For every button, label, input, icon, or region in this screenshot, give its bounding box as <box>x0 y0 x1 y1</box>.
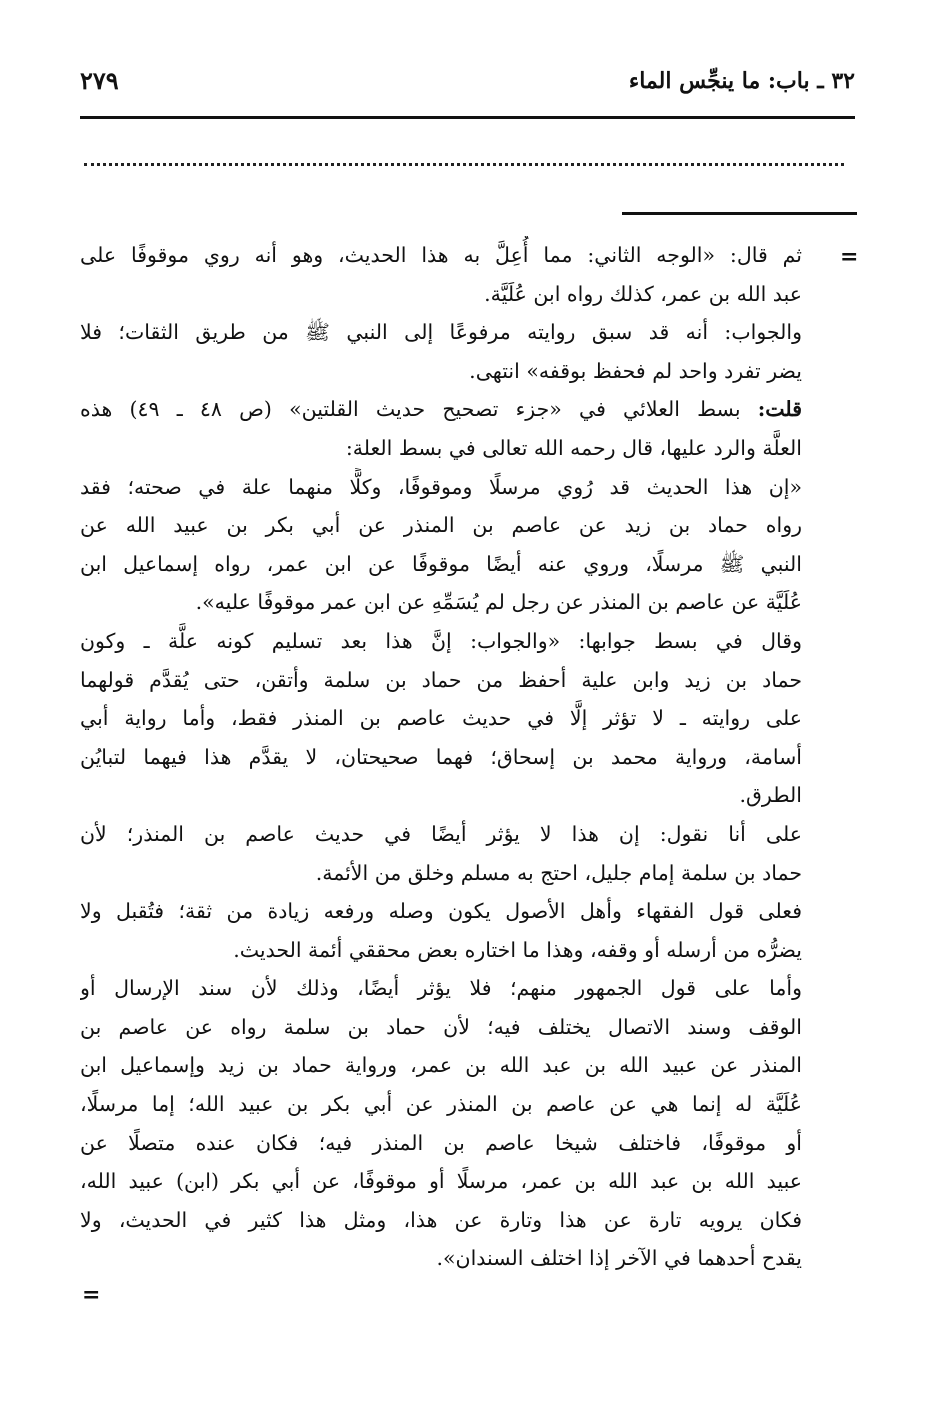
line-text: والجواب: أنه قد سبق روايته مرفوعًا إلى النبي ﷺ من طريق الثقات؛ فلا <box>80 320 802 345</box>
text-line <box>80 854 802 893</box>
line-text: النبي ﷺ مرسلًا، وروي عنه أيضًا موقوفًا عن ابن عمر، رواه إسماعيل ابن <box>80 551 802 576</box>
text-line <box>80 583 802 622</box>
text-line <box>80 699 802 738</box>
line-text: عبيد الله بن عبد الله بن عمر، مرسلًا أو موقوفًا، عن أبي بكر (ابن) عبيد الله، <box>80 1169 802 1194</box>
text-line <box>80 1162 802 1201</box>
line-text: عُلَيَّة له إنما هي عن عاصم بن المنذر عن أبي بكر بن عبيد الله؛ إما مرسلًا، <box>80 1092 802 1117</box>
line-text: وقال في بسط جوابها: «والجواب: إنَّ هذا بعد تسليم كونه علَّة ـ وكون <box>80 628 802 653</box>
text-line <box>80 468 802 507</box>
line-text: فكان يرويه تارة عن هذا وتارة عن هذا، ومثل هذا كثير في الحديث، ولا <box>80 1207 802 1232</box>
line-text: يقدح أحدهما في الآخر إذا اختلف السندان». <box>436 1246 802 1271</box>
text-line <box>80 506 802 545</box>
line-text: وأما على قول الجمهور منهم؛ فلا يؤثر أيضًا، وذلك لأن سند الإرسال أو <box>80 976 802 1001</box>
text-line <box>80 275 802 314</box>
line-lead: قلت: <box>757 397 802 422</box>
text-line <box>80 661 802 700</box>
continuation-mark-start: = <box>840 244 859 270</box>
text-line <box>80 622 802 661</box>
dotted-separator <box>84 152 844 166</box>
text-line <box>80 969 802 1008</box>
text-line <box>80 429 802 468</box>
header-rule <box>80 116 855 119</box>
text-line <box>80 931 802 970</box>
line-text: حماد بن زيد وابن علية أحفظ من حماد بن سلمة وأتقن، حتى يُقدَّم قولهما <box>80 667 802 692</box>
line-text: فعلى قول الفقهاء وأهل الأصول يكون وصله ورفعه زيادة من ثقة؛ فتُقبل ولا <box>80 899 802 924</box>
line-text: حماد بن سلمة إمام جليل، احتج به مسلم وخلق من الأئمة. <box>315 860 802 885</box>
line-text: عُلَيَّة عن عاصم بن المنذر عن رجل لم يُسَمِّهِ عن ابن عمر موقوفًا عليه». <box>195 590 802 615</box>
line-text: رواه حماد بن زيد عن عاصم بن المنذر عن أبي بكر بن عبيد الله عن <box>80 513 802 538</box>
text-line <box>80 352 802 391</box>
line-text: أسامة، ورواية محمد بن إسحاق؛ فهما صحيحتان، لا يقدَّم هذا فيهما لتبايُن <box>80 744 802 769</box>
line-text: عبد الله بن عمر، كذلك رواه ابن عُلَيَّة. <box>484 281 802 306</box>
text-line <box>80 545 802 584</box>
text-line <box>80 892 802 931</box>
line-text: «إن هذا الحديث قد رُوي مرسلًا وموقوفًا، وكلًّا منهما علة في صحته؛ فقد <box>80 474 802 499</box>
chapter-title: ٣٢ ـ باب: ما ينجِّس الماء <box>628 68 855 94</box>
text-line <box>80 1201 802 1240</box>
line-text: على أنا نقول: إن هذا لا يؤثر أيضًا في حديث عاصم بن المنذر؛ لأن <box>80 821 802 846</box>
text-line <box>80 1124 802 1163</box>
line-text: ثم قال: «الوجه الثاني: مما أُعِلَّ به هذا الحديث، وهو أنه روي موقوفًا على <box>80 243 802 267</box>
text-line <box>80 1008 802 1047</box>
text-line <box>80 776 802 815</box>
text-line <box>80 236 802 275</box>
page-number: ٢٧٩ <box>80 66 119 95</box>
line-text: الوقف وسند الاتصال يختلف فيه؛ لأن حماد بن سلمة رواه عن عاصم بن <box>80 1014 802 1039</box>
text-line <box>80 1239 802 1278</box>
text-line <box>80 1046 802 1085</box>
continuation-mark-end: = <box>82 1282 101 1308</box>
line-text: يضر تفرد واحد لم فحفظ بوقفه» انتهى. <box>469 358 802 383</box>
text-line <box>80 738 802 777</box>
line-text: الطرق. <box>739 783 802 808</box>
line-text: أو موقوفًا، فاختلف شيخا عاصم بن المنذر فيه؛ فكان عنده متصلًا عن <box>80 1130 802 1155</box>
text-line <box>80 815 802 854</box>
line-text: بسط العلائي في «جزء تصحيح حديث القلتين» (ص ٤٨ ـ ٤٩) هذه <box>80 397 758 422</box>
page-header <box>80 58 855 120</box>
line-text: العلَّة والرد عليها، قال رحمه الله تعالى في بسط العلة: <box>345 435 802 460</box>
text-line <box>80 390 802 429</box>
text-line <box>80 313 802 352</box>
line-text: يضرُّه من أرسله أو وقفه، وهذا ما اختاره بعض محققي أئمة الحديث. <box>233 937 802 962</box>
footnote-rule <box>622 212 857 215</box>
line-text: المنذر عن عبيد الله بن عبد الله بن عمر، ورواية حماد بن زيد وإسماعيل ابن <box>80 1053 802 1078</box>
text-line <box>80 1085 802 1124</box>
footnote-body <box>80 236 802 1278</box>
line-text: على روايته ـ لا تؤثر إلَّا في حديث عاصم بن المنذر فقط، وأما رواية أبي <box>80 706 802 731</box>
